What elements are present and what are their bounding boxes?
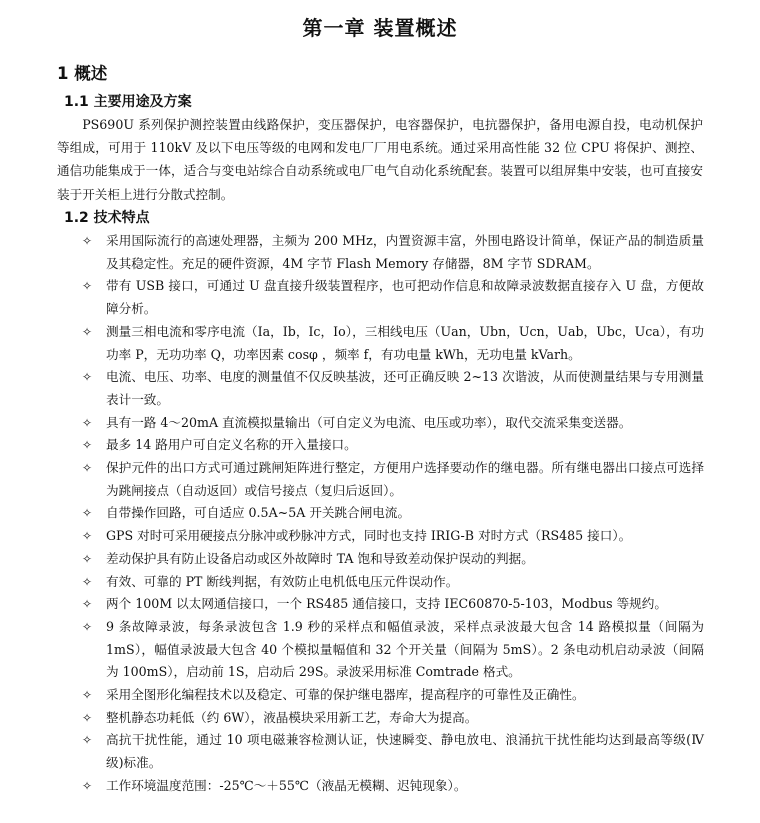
feature-text: 差动保护具有防止设备启动或区外故障时 TA 饱和导致差动保护误动的判据。	[106, 550, 534, 566]
feature-text: 保护元件的出口方式可通过跳闸矩阵进行整定，方便用户选择要动作的继电器。所有继电器出口接点可选择为跳闸接点（自动返回）或信号接点（复归后返回）。	[106, 460, 704, 498]
list-item	[82, 684, 704, 707]
list-item	[82, 525, 704, 548]
list-item	[82, 571, 704, 594]
diamond-bullet-icon: ✧	[82, 234, 93, 248]
feature-text: 测量三相电流和零序电流（Ia，Ib，Ic，Io），三相线电压（Uan，Ubn，Ucn，Uab，Ubc，Uca），有功功率 P，无功功率 Q，功率因素 cosφ ，频率 f，有功电量 kWh，无功电量 kVarh。	[106, 323, 704, 362]
list-item	[82, 707, 704, 730]
feature-text: GPS 对时可采用硬接点分脉冲或秒脉冲方式，同时也支持 IRIG-B 对时方式（RS485 接口）。	[106, 528, 632, 544]
chapter-title: 第一章 装置概述	[302, 16, 458, 40]
feature-text: 自带操作回路，可自适应 0.5A~5A 开关跳合闸电流。	[106, 505, 411, 521]
purpose-paragraph: PS690U 系列保护测控装置由线路保护，变压器保护，电容器保护，电抗器保护，备用电源自投，电动机保护等组成，可用于 110kV 及以下电压等级的电网和发电厂厂用电系统。通过采用高性能 32 位 CPU 将保护、测控、通信功能集成于一体，适合与变电站综合自动系统或电厂电气自动化系统配套。装置可以组屏集中安装，也可直接安装于开关柜上进行分散式控制。	[57, 117, 703, 202]
feature-text: 工作环境温度范围：-25℃～＋55℃（液晶无模糊、迟钝现象）。	[106, 777, 467, 793]
diamond-bullet-icon: ✧	[82, 324, 93, 339]
diamond-bullet-icon: ✧	[82, 551, 93, 566]
diamond-bullet-icon: ✧	[82, 461, 93, 476]
diamond-bullet-icon: ✧	[82, 506, 93, 521]
list-item	[82, 412, 704, 435]
diamond-bullet-icon: ✧	[82, 619, 93, 634]
feature-list	[82, 230, 704, 798]
feature-text: 9 条故障录波，每条录波包含 1.9 秒的采样点和幅值录波，采样点录波最大包含 14 路模拟量（间隔为 1mS），幅值录波最大包含 40 个模拟量幅值和 32 个开关量（间隔为 5mS）。2 条电动机启动录波（间隔为 100mS），启动前 1S，启动后 29S。录波采用标准 Comtrade 格式。	[106, 618, 704, 680]
feature-text: 整机静态功耗低（约 6W），液晶模块采用新工艺，寿命大为提高。	[106, 709, 478, 725]
diamond-bullet-icon: ✧	[82, 778, 93, 793]
subsection-heading-features: 1.2 技术特点	[64, 210, 150, 226]
section-heading-overview: 1 概述	[57, 64, 108, 83]
feature-text: 最多 14 路用户可自定义名称的开入量接口。	[106, 437, 357, 453]
feature-text: 带有 USB 接口，可通过 U 盘直接升级装置程序，也可把动作信息和故障录波数据直接存入 U 盘，方便故障分析。	[106, 278, 704, 317]
list-item	[82, 275, 704, 320]
list-item	[82, 593, 704, 616]
feature-text: 电流、电压、功率、电度的测量值不仅反映基波，还可正确反映 2~13 次谐波，从而使测量结果与专用测量表计一致。	[106, 369, 704, 407]
diamond-bullet-icon: ✧	[82, 370, 93, 385]
diamond-bullet-icon: ✧	[82, 574, 93, 589]
list-item	[82, 775, 704, 798]
feature-text: 采用国际流行的高速处理器，主频为 200 MHz，内置资源丰富，外围电路设计简单，保证产品的制造质量及其稳定性。充足的硬件资源，4M 字节 Flash Memory 存储器，8M 字节 SDRAM。	[106, 233, 704, 271]
diamond-bullet-icon: ✧	[82, 279, 93, 294]
diamond-bullet-icon: ✧	[82, 438, 93, 453]
list-item	[82, 502, 704, 525]
list-item	[82, 366, 704, 411]
diamond-bullet-icon: ✧	[82, 688, 93, 703]
list-item	[82, 548, 704, 571]
diamond-bullet-icon: ✧	[82, 710, 93, 725]
list-item	[82, 230, 704, 275]
diamond-bullet-icon: ✧	[82, 415, 93, 430]
feature-text: 具有一路 4～20mA 直流模拟量输出（可自定义为电流、电压或功率），取代交流采集变送器。	[106, 414, 632, 430]
feature-text: 高抗干扰性能，通过 10 项电磁兼容检测认证，快速瞬变、静电放电、浪涌抗干扰性能均达到最高等级(Ⅳ级)标准。	[106, 732, 704, 771]
feature-text: 采用全图形化编程技术以及稳定、可靠的保护继电器库，提高程序的可靠性及正确性。	[106, 687, 585, 703]
list-item	[82, 616, 704, 684]
feature-text: 有效、可靠的 PT 断线判据，有效防止电机低电压元件误动作。	[106, 573, 459, 589]
diamond-bullet-icon: ✧	[82, 597, 93, 612]
diamond-bullet-icon: ✧	[82, 529, 93, 544]
list-item	[82, 457, 704, 502]
list-item	[82, 434, 704, 457]
list-item	[82, 321, 704, 366]
feature-text: 两个 100M 以太网通信接口，一个 RS485 通信接口，支持 IEC60870-5-103，Modbus 等规约。	[106, 596, 667, 612]
subsection-heading-purpose: 1.1 主要用途及方案	[64, 94, 192, 110]
diamond-bullet-icon: ✧	[82, 733, 93, 748]
list-item	[82, 729, 704, 774]
